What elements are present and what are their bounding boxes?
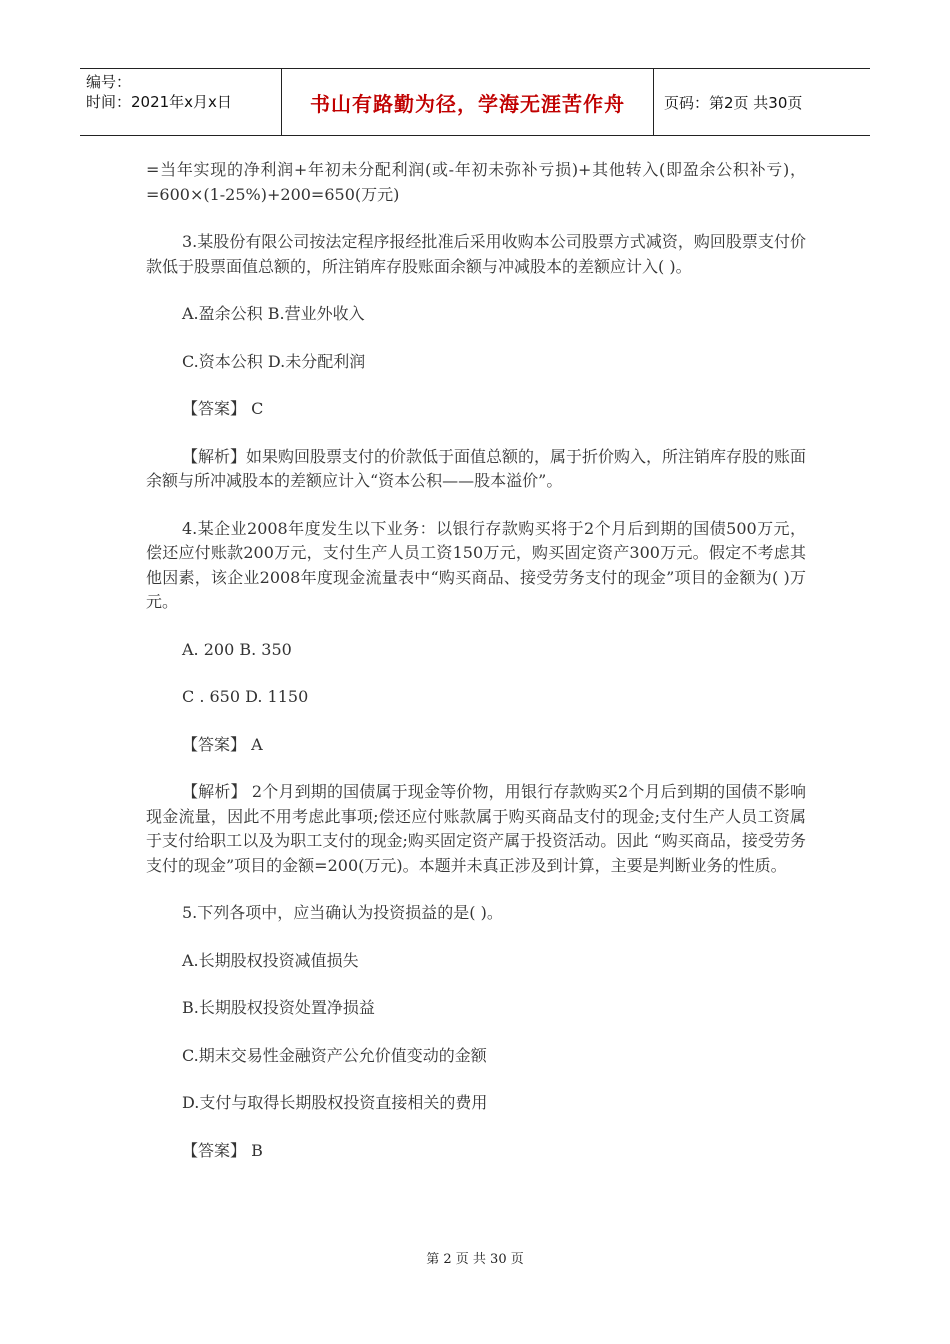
question-3: 3.某股份有限公司按法定程序报经批准后采用收购本公司股票方式减资，购回股票支付价款低于股票面值总额的，所注销库存股账面余额与冲减股本的差额应计入( )。 [146, 232, 806, 276]
page-header [80, 68, 870, 136]
question-5-answer: 【答案】 B [182, 1140, 263, 1160]
question-4-options-cd: C . 650 D. 1150 [182, 687, 309, 706]
question-4-options-ab: A. 200 B. 350 [182, 639, 292, 659]
question-3-options-ab: A.盈余公积 B.营业外收入 [182, 304, 365, 323]
header-page-info: 页码：第2页 共30页 [664, 93, 803, 112]
question-5-option-b: B.长期股权投资处置净损益 [182, 998, 375, 1017]
header-motto: 书山有路勤为径，学海无涯苦作舟 [282, 69, 654, 135]
question-5: 5.下列各项中，应当确认为投资损益的是( )。 [182, 903, 503, 922]
header-meta [80, 69, 282, 135]
question-4: 4.某企业2008年度发生以下业务：以银行存款购买将于2个月后到期的国债500万元，偿还应付账款200万元，支付生产人员工资150万元，购买固定资产300万元。假定不考虑其他因素，该企业2008年度现金流量表中“购买商品、接受劳务支付的现金”项目的金额为( )万元。 [146, 518, 806, 611]
question-4-analysis: 【解析】 2个月到期的国债属于现金等价物，用银行存款购买2个月后到期的国债不影响现金流量，因此不用考虑此事项;偿还应付账款属于购买商品支付的现金;支付生产人员工资属于支付给职工以及为职工支付的现金;购买固定资产属于投资活动。因此 “购买商品，接受劳务支付的现金”项目的金额=200(万元)。本题并未真正涉及到计算，主要是判断业务的性质。 [146, 782, 806, 875]
document-time-label: 时间：2021年x月x日 [86, 93, 232, 111]
formula-continuation: =当年实现的净利润+年初未分配利润(或-年初未弥补亏损)+其他转入(即盈余公积补亏)，=600×(1-25%)+200=650(万元) [146, 160, 806, 204]
question-5-option-c: C.期末交易性金融资产公允价值变动的金额 [182, 1045, 487, 1065]
document-body [146, 158, 806, 1186]
question-3-answer: 【答案】 C [182, 399, 264, 418]
question-3-analysis: 【解析】如果购回股票支付的价款低于面值总额的，属于折价购入，所注销库存股的账面余额与所冲减股本的差额应计入“资本公积——股本溢价”。 [146, 446, 807, 490]
question-4-answer: 【答案】 A [182, 734, 263, 754]
page-footer: 第 2 页 共 30 页 [426, 1252, 524, 1267]
question-5-option-d: D.支付与取得长期股权投资直接相关的费用 [182, 1093, 488, 1112]
question-5-option-a: A.长期股权投资减值损失 [182, 950, 359, 970]
question-3-options-cd: C.资本公积 D.未分配利润 [182, 351, 366, 371]
document-number-label: 编号： [86, 73, 132, 91]
